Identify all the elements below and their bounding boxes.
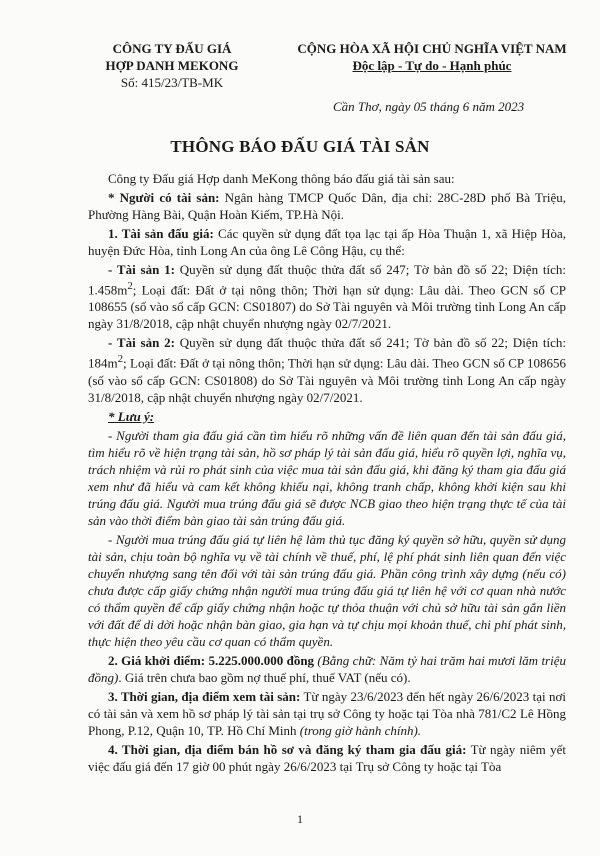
price-label: 2. Giá khởi điểm: 5.225.000.000 đồng xyxy=(108,652,315,668)
note-heading xyxy=(88,408,566,425)
document-number: Số: 415/23/TB-MK xyxy=(120,75,224,90)
document-date: Cần Thơ, ngày 05 tháng 6 năm 2023 xyxy=(333,99,525,114)
company-name-line2: HỢP DANH MEKONG xyxy=(105,58,239,73)
intro-paragraph: Công ty Đấu giá Hợp danh MeKong thông báo đấu giá tài sản sau: xyxy=(108,171,455,186)
asset1-text-a: Quyền sử dụng đất thuộc thửa đất số 247; Tờ bản đồ số 22; Diện tích: 1.458m xyxy=(88,262,567,298)
asset2-text-b: ; Loại đất: Đất ở tại nông thôn; Thời hạn sử dụng: Lâu dài. Theo GCN số CP 108656 (số vào sổ cấp GCN: CS01808) do Sở Tài nguyên và Môi trường tỉnh Long An cấp ngày 31/8/2018, cập nhật chuyển nhượng ngày 02/7/2021. xyxy=(88,355,566,405)
registration-text: Từ ngày niêm yết việc đấu giá đến 17 giờ 00 phút ngày 26/6/2023 tại Trụ sở Công ty hoặc tại Tòa xyxy=(88,741,566,774)
asset2-label: - Tài sản 2: xyxy=(108,335,175,351)
asset1-label: - Tài sản 1: xyxy=(108,262,175,277)
price-paragraph xyxy=(88,652,566,686)
note-paragraph-2: - Người mua trúng đấu giá tự liên hệ làm thủ tục đăng ký quyền sở hữu, quyền sử dụng tài sản, chịu toàn bộ nghĩa vụ về tài chính về thuế, phí, lệ phí phát sinh liên quan đến việc chuyển nhượng sang tên đối với tài sản trúng đấu giá. Phần công trình xây dựng (nếu có) chưa được cấp giấy chứng nhận người mua trúng đấu giá tự liên hệ với cơ quan nhà nước có thẩm quyền để cấp giấy chứng nhận hoặc tự thỏa thuận với chủ sở hữu tài sản gắn liền với đất để di dời hoặc nhận bàn giao, gia hạn và tự chịu mọi khoản thuế, chi phí phát sinh, thực hiện theo yêu cầu cơ quan có thẩm quyền. xyxy=(88,531,566,649)
owner-text: Ngân hàng TMCP Quốc Dân, địa chỉ: 28C-28D phố Bà Triệu, Phường Hàng Bài, Quận Hoàn Kiếm, TP.Hà Nội. xyxy=(88,190,566,222)
note-label: * Lưu ý: xyxy=(108,408,155,424)
asset-paragraph xyxy=(88,225,566,259)
viewing-paragraph xyxy=(88,688,566,739)
document-body xyxy=(88,170,566,777)
asset1-paragraph xyxy=(88,261,566,332)
price-words: (Bằng chữ: Năm tỷ hai trăm hai mươi lăm triệu đồng) xyxy=(88,652,566,685)
viewing-italic: (trong giờ hành chính). xyxy=(299,722,422,738)
asset2-paragraph xyxy=(88,334,566,405)
asset2-sup: 2 xyxy=(117,353,124,366)
asset-label: 1. Tài sản đấu giá: xyxy=(108,226,214,241)
company-header xyxy=(72,40,272,91)
company-name-line1: CÔNG TY ĐẤU GIÁ xyxy=(112,41,232,56)
national-motto: Độc lập - Tự do - Hạnh phúc xyxy=(352,58,512,73)
note-paragraph-1: - Người tham gia đấu giá cần tìm hiểu rõ những vấn đề liên quan đến tài sản đấu giá, tìm hiểu rõ về hiện trạng tài sản, hồ sơ pháp lý tài sản đấu giá, hiểu rõ quyền lợi, nghĩa vụ, trách nhiệm và rủi ro phát sinh của việc mua tài sản đấu giá, khi đăng ký tham gia đấu giá xem như đã hiểu và cam kết không khiếu nại, không tranh chấp, không khởi kiện sau khi trúng đấu giá. Người mua trúng đấu giá sẽ được NCB giao theo hiện trạng thực tế của tài sản vào thời điểm bàn giao tài sản trúng đấu giá. xyxy=(88,427,566,528)
page-number: 1 xyxy=(297,812,303,826)
asset-text: Các quyền sử dụng đất tọa lạc tại ấp Hòa Thuận 1, xã Hiệp Hòa, huyện Đức Hòa, tỉnh Long An của ông Lê Công Hậu, cụ thể: xyxy=(88,226,566,258)
asset2-text-a: Quyền sử dụng đất thuộc thửa đất số 241; Tờ bản đồ số 22; Diện tích: 184m xyxy=(88,335,567,371)
owner-label: * Người có tài sản: xyxy=(108,190,220,205)
registration-label: 4. Thời gian, địa điểm bán hồ sơ và đăng ký tham gia đấu giá: xyxy=(108,741,467,757)
national-title: CỘNG HÒA XÃ HỘI CHỦ NGHĨA VIỆT NAM xyxy=(297,41,567,56)
viewing-text: Từ ngày 23/6/2023 đến hết ngày 26/6/2023 tại nơi có tài sản và xem hồ sơ pháp lý tài sản tại trụ sở Công ty hoặc tại Tòa nhà 781/C2 Lê Hồng Phong, P.12, Quận 10, TP. Hồ Chí Minh xyxy=(88,688,566,738)
viewing-label: 3. Thời gian, địa điểm xem tài sản: xyxy=(108,688,301,704)
asset1-text-b: ; Loại đất: Đất ở tại nông thôn; Thời hạn sử dụng: Lâu dài. Theo GCN số CP 108655 (số vào sổ cấp GCN: CS01807) do Sở Tài nguyên và Môi trường tỉnh Long An cấp ngày 31/8/2018, cập nhật chuyển nhượng ngày 02/7/2021. xyxy=(88,282,566,332)
national-header xyxy=(282,40,582,74)
owner-paragraph xyxy=(88,189,566,223)
document-title: THÔNG BÁO ĐẤU GIÁ TÀI SẢN xyxy=(170,137,430,156)
price-tail: . Giá trên chưa bao gồm nợ thuế phí, thuế VAT (nếu có). xyxy=(118,669,411,685)
registration-paragraph xyxy=(88,741,566,775)
asset1-sup: 2 xyxy=(127,280,133,292)
